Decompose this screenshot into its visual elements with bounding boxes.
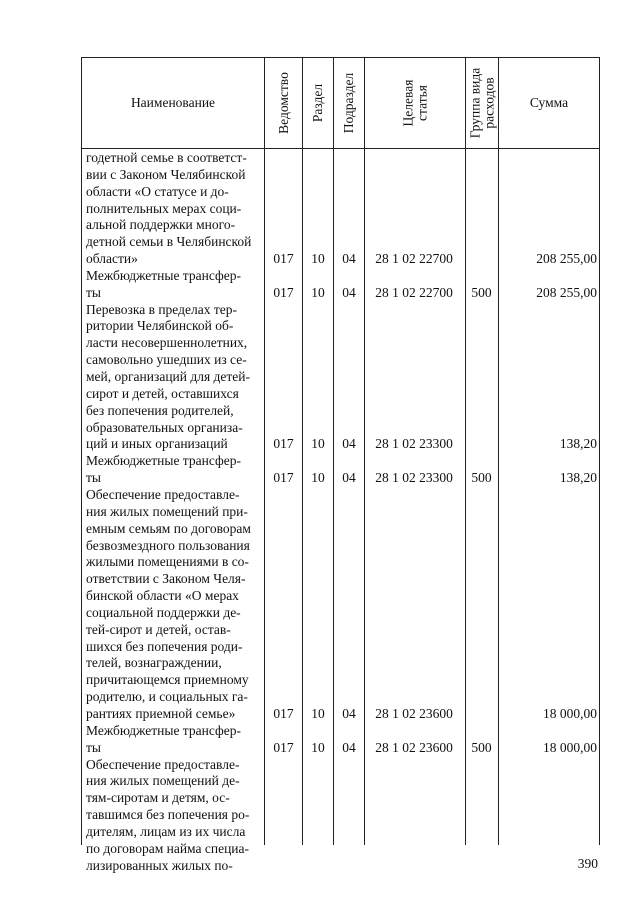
row-name-line: Обеспечение предоставле- [86, 487, 240, 502]
row-gruppa: 500 [471, 284, 492, 300]
row-name-line: родителю, и социальных га- [86, 689, 248, 705]
row-name-line: Перевозка в пределах тер- [86, 301, 237, 317]
header-celevaya [365, 58, 465, 148]
row-name-line: без попечения родителей, [86, 402, 234, 418]
row-name-line: самовольно ушедших из се- [86, 352, 247, 368]
header-celevaya-label [401, 80, 429, 127]
row-name-line: Обеспечение предоставле- [86, 756, 240, 772]
header-razdel-label: Раздел [310, 83, 325, 123]
page-number: 390 [577, 856, 598, 871]
header-gruppa [466, 58, 498, 148]
row-name [86, 723, 262, 757]
row-podrazdel: 04 [342, 436, 356, 452]
row-name-line: мей, организаций для детей- [86, 369, 251, 385]
row-name-line: полнительных мерах соци- [86, 200, 242, 216]
row-name-line: телей, вознаграждении, [86, 655, 222, 671]
row-name-line: ций и иных организаций [86, 436, 228, 452]
header-summa-label: Сумма [529, 95, 569, 110]
header-gruppa-line2: расходов [481, 77, 496, 129]
row-name-line: причитающемся приемному [86, 672, 249, 688]
row-summa: 208 255,00 [536, 284, 597, 300]
header-celevaya-line1: Целевая [400, 79, 415, 127]
row-name [86, 268, 262, 302]
row-name-line: дителям, лицам из их числа [86, 823, 246, 839]
row-name-line: вии с Законом Челябинской [86, 166, 246, 182]
row-razdel: 10 [311, 251, 325, 267]
row-name-line: бинской области «О мерах [86, 588, 239, 604]
row-vedomstvo: 017 [273, 739, 294, 755]
row-name-line: ответствии с Законом Челя- [86, 571, 246, 587]
row-name-line: по договорам найма специа- [86, 840, 250, 856]
row-name-line: детной семьи в Челябинской [86, 234, 252, 250]
row-celevaya: 28 1 02 23600 [375, 706, 453, 722]
row-name-line: сирот и детей, оставшихся [86, 385, 239, 401]
row-celevaya: 28 1 02 22700 [375, 284, 453, 300]
row-vedomstvo: 017 [273, 251, 294, 267]
row-name-line: ты [86, 470, 101, 486]
header-gruppa-line1: Группа вида [467, 67, 482, 139]
row-name [86, 453, 262, 487]
row-name-line: Межбюджетные трансфер- [86, 453, 241, 469]
row-name-line: емным семьям по договорам [86, 520, 251, 536]
row-name-line: жилыми помещениями в со- [86, 554, 249, 570]
row-celevaya: 28 1 02 23300 [375, 470, 453, 486]
row-summa: 138,20 [559, 470, 597, 486]
table-border-left [81, 57, 82, 845]
row-summa: 138,20 [559, 436, 597, 452]
row-name-line: области «О статусе и до- [86, 183, 229, 199]
header-name-label: Наименование [130, 95, 216, 110]
header-celevaya-line2: статья [414, 85, 429, 121]
header-podrazdel [334, 58, 364, 148]
header-vedomstvo-label: Ведомство [275, 72, 291, 134]
row-name-line: образовательных организа- [86, 419, 243, 435]
row-podrazdel: 04 [342, 470, 356, 486]
header-podrazdel-label: Подраздел [341, 72, 357, 134]
row-razdel: 10 [311, 739, 325, 755]
row-name-line: рантиях приемной семье» [86, 705, 236, 721]
row-summa: 18 000,00 [543, 706, 597, 722]
row-name-line: области» [86, 251, 138, 267]
row-razdel: 10 [311, 436, 325, 452]
row-celevaya: 28 1 02 22700 [375, 251, 453, 267]
row-name-line: ния жилых помещений де- [86, 773, 240, 789]
header-summa [499, 58, 599, 148]
header-divider [81, 148, 600, 149]
row-name-line: тей-сирот и детей, остав- [86, 621, 231, 637]
row-name-line: ты [86, 284, 101, 300]
row-podrazdel: 04 [342, 251, 356, 267]
row-vedomstvo: 017 [273, 706, 294, 722]
table-border-right [599, 57, 600, 845]
row-name-line: ритории Челябинской об- [86, 318, 234, 334]
row-podrazdel: 04 [342, 284, 356, 300]
row-name-line: альной поддержки много- [86, 217, 236, 233]
row-name [86, 150, 262, 268]
header-gruppa-label [468, 68, 496, 139]
row-name-line: ласти несовершеннолетних, [86, 335, 248, 351]
row-name-line: социальной поддержки де- [86, 604, 241, 620]
row-celevaya: 28 1 02 23300 [375, 436, 453, 452]
row-razdel: 10 [311, 470, 325, 486]
row-vedomstvo: 017 [273, 284, 294, 300]
row-name-line: лизированных жилых по- [86, 857, 233, 873]
row-vedomstvo: 017 [273, 436, 294, 452]
row-summa: 18 000,00 [543, 739, 597, 755]
row-gruppa: 500 [471, 470, 492, 486]
row-name [86, 302, 262, 454]
row-razdel: 10 [311, 284, 325, 300]
row-name-line: Межбюджетные трансфер- [86, 267, 241, 283]
row-name-line: ты [86, 739, 101, 755]
row-razdel: 10 [311, 706, 325, 722]
row-summa: 208 255,00 [536, 251, 597, 267]
row-vedomstvo: 017 [273, 470, 294, 486]
row-name-line: шихся без попечения роди- [86, 638, 243, 654]
row-name-line: безвозмездного пользования [86, 537, 250, 553]
row-podrazdel: 04 [342, 706, 356, 722]
row-name-line: годетной семье в соответст- [86, 150, 247, 165]
row-name [86, 487, 262, 723]
row-celevaya: 28 1 02 23600 [375, 739, 453, 755]
row-name [86, 757, 262, 875]
column-divider [465, 57, 466, 845]
row-gruppa: 500 [471, 739, 492, 755]
row-name-line: тям-сиротам и детям, ос- [86, 790, 230, 806]
header-name [82, 58, 264, 148]
header-razdel [303, 58, 333, 148]
row-name-line: Межбюджетные трансфер- [86, 722, 241, 738]
header-vedomstvo [265, 58, 302, 148]
row-name-line: ния жилых помещений при- [86, 503, 248, 519]
row-name-line: тавшимся без попечения ро- [86, 807, 250, 823]
row-podrazdel: 04 [342, 739, 356, 755]
